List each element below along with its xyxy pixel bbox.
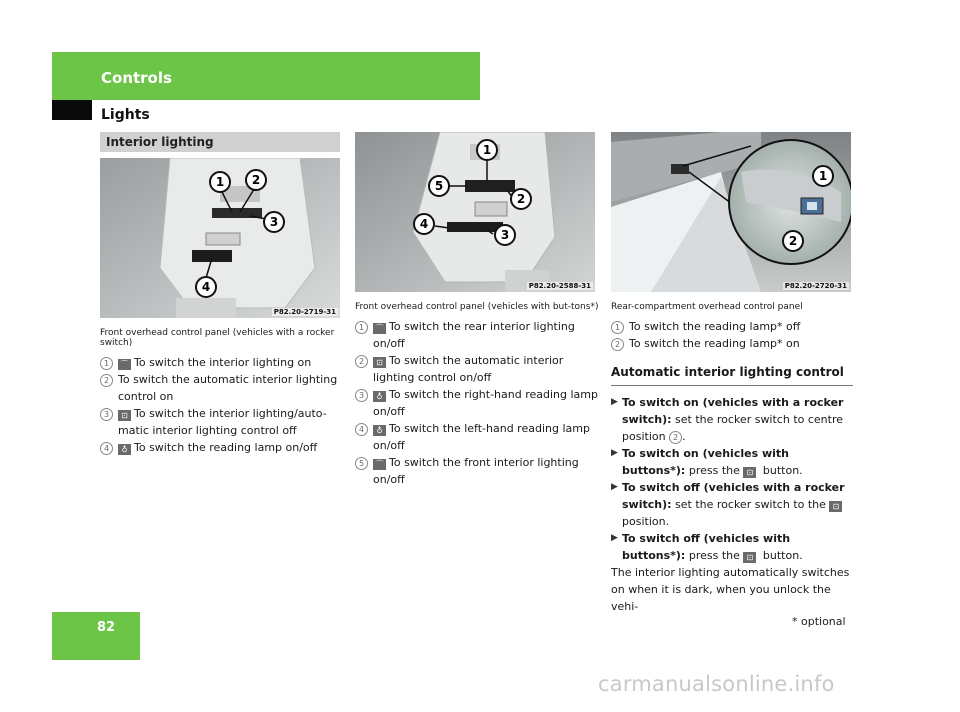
subsection-header: Lights	[101, 107, 150, 123]
page-number: 82	[97, 620, 116, 635]
callout-5: 5	[434, 179, 444, 193]
item-text: To switch the rear interior lighting on/off	[373, 320, 575, 350]
item-number: 4	[355, 423, 368, 436]
auto-light-icon: ⊡	[373, 357, 386, 368]
item-text: To switch the automatic interior lighting control on/off	[373, 354, 564, 384]
photo-rear-panel	[611, 132, 851, 292]
instruction-step: ▶ To switch off (vehicles with a rocker switch): set the rocker switch to the ⊡ position.	[611, 481, 845, 528]
callout-4: 4	[419, 217, 429, 231]
footnote: * optional	[792, 615, 846, 628]
subsection-heading: Automatic interior lighting control	[611, 364, 853, 386]
list-item	[100, 354, 342, 371]
arrow-bullet-icon: ▶	[611, 397, 618, 407]
item-number: 2	[611, 338, 624, 351]
step-label: To switch off (vehicles with buttons*):	[622, 532, 791, 562]
list-item	[355, 318, 599, 352]
section-title: Interior lighting	[106, 135, 214, 149]
callout-2: 2	[516, 192, 526, 206]
item-number: 1	[100, 357, 113, 370]
item-text: To switch the right-hand reading lamp on/off	[373, 388, 598, 418]
reading-lamp-icon: ♁	[118, 444, 131, 455]
column-2	[355, 302, 599, 488]
item-text: To switch the automatic interior lighting control on	[118, 373, 338, 403]
item-number: 5	[355, 457, 368, 470]
image-code: P82.20-2719-31	[273, 308, 336, 316]
item-number: 2	[100, 374, 113, 387]
arrow-bullet-icon: ▶	[611, 482, 618, 492]
reading-lamp-icon: ♁	[373, 391, 386, 402]
list-item	[611, 318, 853, 335]
instruction-step: ▶ To switch off (vehicles with buttons*): press the ⊡ button.	[611, 532, 803, 562]
photo-front-panel-buttons	[355, 132, 595, 292]
list-item	[100, 439, 342, 456]
callout-3: 3	[269, 215, 279, 229]
auto-light-icon: ⊡	[118, 410, 131, 421]
item-text: To switch the interior lighting/auto-matic interior lighting control off	[118, 407, 327, 437]
page-tab-marker	[52, 100, 92, 120]
column-1	[100, 328, 342, 456]
item-text: To switch the reading lamp on/off	[134, 441, 318, 454]
section-header: Controls	[101, 69, 172, 87]
rear-interior-light-icon: ⌒	[373, 323, 386, 334]
callout-1: 1	[818, 169, 828, 183]
list-item	[100, 371, 342, 405]
interior-light-icon: ⌒	[118, 359, 131, 370]
auto-light-icon: ⊡	[743, 552, 756, 563]
item-text: To switch the left-hand reading lamp on/off	[373, 422, 590, 452]
item-number: 3	[355, 389, 368, 402]
arrow-bullet-icon: ▶	[611, 533, 618, 543]
item-text: To switch the interior lighting on	[134, 356, 312, 369]
photo-caption: Rear-compartment overhead control panel	[611, 302, 803, 312]
reading-lamp-icon: ♁	[373, 425, 386, 436]
item-number: 3	[100, 408, 113, 421]
callout-1: 1	[482, 143, 492, 157]
item-number: 1	[611, 321, 624, 334]
item-text: To switch the reading lamp* on	[629, 337, 800, 350]
callout-1: 1	[215, 175, 225, 189]
list-item	[355, 386, 599, 420]
list-item	[355, 454, 599, 488]
auto-light-icon: ⊡	[829, 501, 842, 512]
auto-light-icon: ⊡	[743, 467, 756, 478]
position-ref: 2	[669, 431, 682, 444]
image-code: P82.20-2720-31	[784, 282, 847, 290]
item-text: To switch the reading lamp* off	[629, 320, 801, 333]
list-item	[100, 405, 342, 439]
instruction-step: ▶ To switch on (vehicles with buttons*): press the ⊡ button.	[611, 447, 803, 477]
photo-front-panel-rocker	[100, 158, 340, 318]
callout-2: 2	[251, 173, 261, 187]
page-number-box	[52, 612, 140, 660]
callout-3: 3	[500, 228, 510, 242]
step-label: To switch on (vehicles with buttons*):	[622, 447, 789, 477]
section-title-bar	[100, 132, 340, 152]
step-label: To switch off (vehicles with a rocker switch):	[622, 481, 845, 511]
watermark: carmanualsonline.info	[598, 672, 835, 696]
item-number: 4	[100, 442, 113, 455]
photo-caption: Front overhead control panel (vehicles with but-tons*)	[355, 302, 599, 312]
list-item	[355, 352, 599, 386]
item-text: To switch the front interior lighting on/off	[373, 456, 579, 486]
image-code: P82.20-2588-31	[528, 282, 591, 290]
instruction-step: ▶ To switch on (vehicles with a rocker switch): set the rocker switch to centre position 2 .	[611, 396, 844, 443]
step-label: To switch on (vehicles with a rocker switch):	[622, 396, 844, 426]
photo-caption: Front overhead control panel (vehicles with a rocker switch)	[100, 328, 335, 348]
list-item	[611, 335, 853, 352]
column-3	[611, 302, 853, 615]
paragraph: The interior lighting automatically switches on when it is dark, when you unlock the vehi-	[611, 566, 850, 613]
front-interior-light-icon: ⌒	[373, 459, 386, 470]
arrow-bullet-icon: ▶	[611, 448, 618, 458]
item-number: 1	[355, 321, 368, 334]
item-number: 2	[355, 355, 368, 368]
callout-4: 4	[201, 280, 211, 294]
list-item	[355, 420, 599, 454]
callout-2: 2	[788, 234, 798, 248]
